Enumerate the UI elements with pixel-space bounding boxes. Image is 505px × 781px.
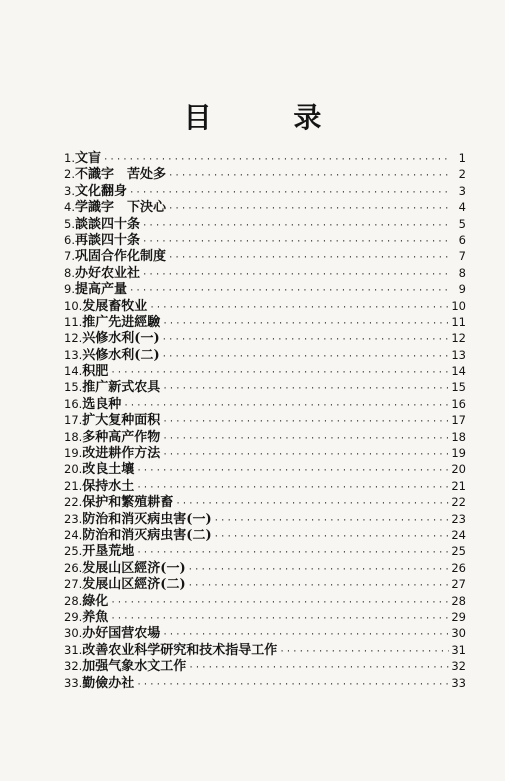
toc-entry: [64, 199, 466, 215]
toc-entry-page-number: 22: [451, 495, 466, 510]
toc-entry: [64, 543, 466, 559]
toc-entry: [64, 675, 466, 691]
toc-entry-page-number: 6: [458, 232, 466, 247]
dot-leader: [162, 316, 449, 332]
toc-entry-title: 改善农业科学研究和技术指导工作: [82, 642, 278, 658]
toc-entry-number: 13.: [64, 347, 83, 362]
toc-entry-number: 23.: [64, 511, 83, 526]
toc-entry-page-number: 31: [451, 642, 466, 657]
toc-entry-page-number: 28: [451, 593, 466, 608]
toc-entry-page-number: 23: [451, 511, 466, 526]
toc-entry-number: 6.: [64, 232, 75, 247]
toc-entry-title: 保护和繁殖耕畜: [82, 495, 174, 511]
dot-leader: [175, 496, 449, 512]
toc-entry-number: 11.: [64, 314, 83, 329]
toc-entry-title: 发展山区經济(一): [82, 560, 186, 576]
dot-leader: [188, 578, 450, 594]
toc-entry-title: 养魚: [82, 609, 109, 625]
toc-entry-title: 勤儉办社: [82, 675, 135, 691]
toc-entry: [64, 429, 466, 445]
dot-leader: [142, 218, 450, 234]
dot-leader: [110, 611, 449, 627]
toc-entry-page-number: 12: [451, 331, 466, 346]
dot-leader: [214, 513, 450, 529]
toc-entry: [64, 642, 466, 658]
toc-entry-title: 发展山区經济(二): [82, 577, 186, 593]
toc-entry-number: 25.: [64, 544, 83, 559]
toc-entry-number: 32.: [64, 659, 83, 674]
dot-leader: [136, 545, 449, 561]
toc-entry-title: 办好农业社: [74, 265, 140, 281]
toc-entry-page-number: 20: [451, 462, 466, 477]
toc-entry-title: 多种高产作物: [82, 429, 161, 445]
toc-entry-number: 7.: [64, 249, 75, 264]
toc-entry-page-number: 24: [451, 527, 466, 542]
toc-entry-number: 16.: [64, 396, 83, 411]
toc-entry-number: 18.: [64, 429, 83, 444]
dot-leader: [168, 201, 450, 217]
dot-leader: [129, 283, 450, 299]
toc-entry-title: 談談四十条: [74, 216, 140, 232]
toc-entry-title: 推广先进經驗: [82, 314, 161, 330]
toc-entry: [64, 216, 466, 232]
toc-entry-number: 30.: [64, 626, 83, 641]
table-of-contents: [64, 150, 466, 691]
dot-leader: [168, 250, 450, 266]
dot-leader: [123, 398, 449, 414]
dot-leader: [162, 627, 449, 643]
toc-entry-page-number: 5: [458, 216, 466, 231]
dot-leader: [136, 480, 449, 496]
toc-entry-number: 10.: [64, 298, 83, 313]
toc-entry-number: 29.: [64, 609, 83, 624]
toc-entry-number: 27.: [64, 577, 83, 592]
toc-entry-title: 选良种: [82, 396, 122, 412]
toc-entry: [64, 347, 466, 363]
toc-entry-number: 28.: [64, 593, 83, 608]
toc-entry-title: 文化翻身: [74, 183, 127, 199]
toc-entry-page-number: 18: [451, 429, 466, 444]
toc-entry-page-number: 21: [451, 478, 466, 493]
toc-entry-title: 再談四十条: [74, 232, 140, 248]
toc-entry-number: 21.: [64, 478, 83, 493]
toc-entry: [64, 396, 466, 412]
toc-entry-title: 提高产量: [74, 282, 127, 298]
toc-entry: [64, 527, 466, 543]
toc-entry-number: 1.: [64, 151, 75, 165]
toc-entry: [64, 593, 466, 609]
toc-entry-title: 改良土壤: [82, 462, 135, 478]
toc-entry-page-number: 25: [451, 544, 466, 559]
dot-leader: [136, 677, 449, 693]
dot-leader: [142, 234, 450, 250]
toc-entry-number: 9.: [64, 282, 75, 297]
dot-leader: [162, 381, 449, 397]
toc-entry-number: 12.: [64, 331, 83, 346]
toc-entry: [64, 412, 466, 428]
toc-entry: [64, 461, 466, 477]
toc-entry-title: 开垦荒地: [82, 544, 135, 560]
toc-entry-page-number: 14: [451, 364, 466, 379]
dot-leader: [149, 300, 449, 316]
toc-entry-number: 24.: [64, 527, 83, 542]
dot-leader: [136, 463, 449, 479]
toc-entry: [64, 363, 466, 379]
toc-entry-number: 20.: [64, 462, 83, 477]
toc-entry-page-number: 29: [451, 609, 466, 624]
toc-entry-title: 防治和消灭病虫害(二): [82, 527, 212, 543]
toc-entry-title: 保持水土: [82, 478, 135, 494]
dot-leader: [110, 365, 449, 381]
toc-entry-number: 17.: [64, 413, 83, 428]
toc-entry-title: 改进耕作方法: [82, 446, 161, 462]
toc-entry: [64, 281, 466, 297]
dot-leader: [279, 644, 449, 660]
toc-entry-number: 19.: [64, 446, 83, 461]
toc-entry: [64, 314, 466, 330]
toc-entry-number: 8.: [64, 265, 75, 280]
dot-leader: [162, 447, 449, 463]
toc-entry-page-number: 32: [451, 659, 466, 674]
toc-entry-page-number: 30: [451, 626, 466, 641]
toc-entry: [64, 330, 466, 346]
toc-entry-title: 扩大复种面积: [82, 413, 161, 429]
toc-entry-page-number: 1: [458, 151, 466, 165]
toc-entry: [64, 445, 466, 461]
toc-entry-page-number: 9: [458, 282, 466, 297]
toc-entry: [64, 560, 466, 576]
toc-entry: [64, 166, 466, 182]
dot-leader: [188, 660, 449, 676]
toc-entry-number: 26.: [64, 560, 83, 575]
toc-entry-page-number: 10: [451, 298, 466, 313]
toc-entry-page-number: 16: [451, 396, 466, 411]
toc-entry-title: 学識字 下決心: [74, 200, 166, 216]
toc-entry: [64, 265, 466, 281]
toc-entry-title: 积肥: [82, 364, 109, 380]
toc-entry-title: 办好国营农場: [82, 626, 161, 642]
toc-entry-page-number: 2: [458, 167, 466, 182]
toc-entry-title: 加强气象水文工作: [82, 659, 187, 675]
dot-leader: [162, 414, 449, 430]
toc-entry-title: 防治和消灭病虫害(一): [82, 511, 212, 527]
toc-entry-number: 3.: [64, 183, 75, 198]
toc-entry-page-number: 3: [458, 183, 466, 198]
toc-entry-page-number: 33: [451, 675, 466, 690]
toc-entry-title: 推广新式农具: [82, 380, 161, 396]
toc-entry-number: 31.: [64, 642, 83, 657]
toc-entry: [64, 298, 466, 314]
toc-entry-title: 綠化: [82, 593, 109, 609]
toc-entry-title: 兴修水利(一): [82, 331, 160, 347]
toc-entry-page-number: 19: [451, 446, 466, 461]
toc-entry: [64, 609, 466, 625]
dot-leader: [162, 431, 449, 447]
toc-entry: [64, 150, 466, 166]
dot-leader: [142, 267, 450, 283]
toc-entry-number: 14.: [64, 364, 83, 379]
toc-entry: [64, 478, 466, 494]
toc-entry-number: 33.: [64, 675, 83, 690]
toc-entry-page-number: 26: [451, 560, 466, 575]
toc-entry-page-number: 13: [451, 347, 466, 362]
toc-entry-title: 兴修水利(二): [82, 347, 160, 363]
toc-entry: [64, 248, 466, 264]
toc-entry-number: 15.: [64, 380, 83, 395]
toc-entry-number: 4.: [64, 200, 75, 215]
toc-entry: [64, 183, 466, 199]
toc-entry-title: 发展畜牧业: [82, 298, 148, 314]
toc-entry-page-number: 15: [451, 380, 466, 395]
toc-entry: [64, 494, 466, 510]
toc-entry-title: 文盲: [74, 151, 101, 166]
toc-entry: [64, 379, 466, 395]
toc-entry-title: 不識字 苦处多: [74, 167, 166, 183]
page-title: 目 录: [183, 101, 358, 134]
toc-entry: [64, 232, 466, 248]
toc-entry-page-number: 17: [451, 413, 466, 428]
toc-entry-page-number: 11: [451, 314, 466, 329]
dot-leader: [214, 529, 450, 545]
dot-leader: [162, 332, 450, 348]
toc-entry-number: 5.: [64, 216, 75, 231]
toc-entry-number: 2.: [64, 167, 75, 182]
toc-entry: [64, 658, 466, 674]
dot-leader: [110, 595, 449, 611]
toc-entry-title: 巩固合作化制度: [74, 249, 166, 265]
dot-leader: [168, 168, 450, 184]
toc-entry: [64, 625, 466, 641]
dot-leader: [103, 152, 450, 168]
toc-entry-page-number: 8: [458, 265, 466, 280]
toc-entry-page-number: 27: [451, 577, 466, 592]
dot-leader: [162, 349, 450, 365]
dot-leader: [188, 562, 450, 578]
toc-entry-page-number: 4: [458, 200, 466, 215]
toc-entry: [64, 576, 466, 592]
dot-leader: [129, 185, 450, 201]
toc-entry-page-number: 7: [458, 249, 466, 264]
toc-entry: [64, 511, 466, 527]
toc-entry-number: 22.: [64, 495, 83, 510]
